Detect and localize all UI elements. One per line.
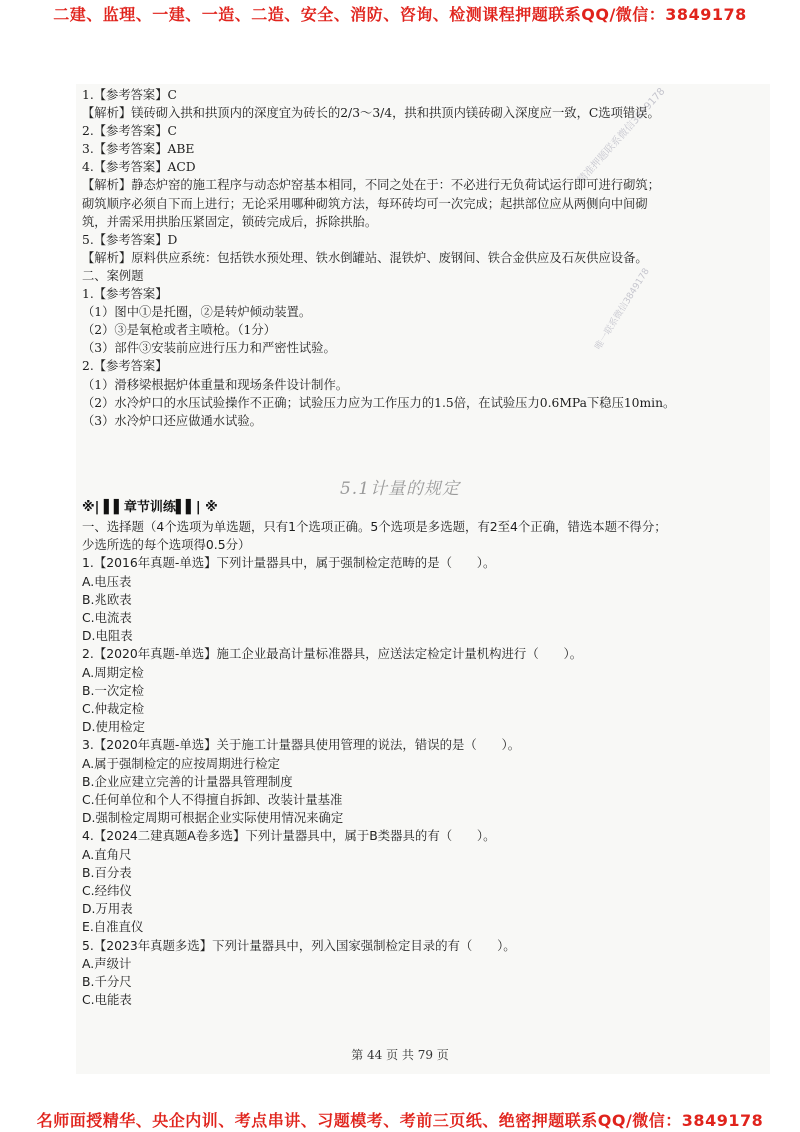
option-line: B.一次定检 <box>82 682 145 698</box>
answer-line: 【解析】静态炉窑的施工程序与动态炉窑基本相同，不同之处在于：不必进行无负荷试运行即可进行砌筑； <box>82 178 660 193</box>
question-line: 1.【2016年真题-单选】下列计量器具中，属于强制检定范畴的是（ ）。 <box>82 555 496 571</box>
option-line: C.任何单位和个人不得擅自拆卸、改装计量基准 <box>82 792 343 808</box>
question-line: 一、选择题（4个选项为单选题，只有1个选项正确。5个选项是多选题，有2至4个正确，错选本题不得分； <box>82 519 667 534</box>
option-line: A.周期定检 <box>82 664 144 680</box>
option-line: B.兆欧表 <box>82 591 132 607</box>
page-number: 第 44 页 共 79 页 <box>351 1048 449 1062</box>
option-line: E.自准直仪 <box>82 919 144 935</box>
answer-line: 5.【参考答案】D <box>82 232 178 247</box>
answer-line: 筑，并需采用拱胎压紧固定，锁砖完成后，拆除拱胎。 <box>82 214 378 229</box>
option-line: A.电压表 <box>82 573 132 589</box>
answer-line: （3）水冷炉口还应做通水试验。 <box>82 413 262 428</box>
question-line: 5.【2023年真题多选】下列计量器具中，列入国家强制检定目录的有（ ）。 <box>82 937 516 953</box>
chapter-heading: ※| ▌▌章节训练▌▌| ※ <box>82 500 218 515</box>
option-line: C.仲裁定检 <box>82 701 145 717</box>
section-title: 5.1计量的规定 <box>339 479 461 499</box>
answer-line: （2）水冷炉口的水压试验操作不正确；试验压力应为工作压力的1.5倍，在试验压力0.6MPa下稳压10min。 <box>82 395 676 410</box>
question-section <box>82 518 772 1009</box>
top-promo-banner: 二建、监理、一建、一造、二造、安全、消防、咨询、检测课程押题联系QQ/微信：3849178 <box>53 5 747 24</box>
answer-line: 2.【参考答案】C <box>82 124 177 139</box>
option-line: D.电阻表 <box>82 628 133 644</box>
option-line: D.强制检定周期可根据企业实际使用情况来确定 <box>82 810 344 826</box>
watermark-text: 唯一联系微信3849178 <box>593 266 652 352</box>
answer-line: （2）③是氧枪或者主喷枪。（1分） <box>82 323 276 338</box>
answer-line: （3）部件③安装前应进行压力和严密性试验。 <box>82 341 336 356</box>
option-line: B.百分表 <box>82 864 132 880</box>
option-line: B.千分尺 <box>82 974 132 990</box>
question-line: 4.【2024二建真题A卷多选】下列计量器具中，属于B类器具的有（ ）。 <box>82 828 496 844</box>
option-line: A.直角尺 <box>82 846 132 862</box>
answer-line: 4.【参考答案】ACD <box>82 160 196 175</box>
answer-line: （1）图中①是托圈，②是转炉倾动装置。 <box>82 305 312 320</box>
answer-line: 二、案例题 <box>82 268 144 283</box>
answer-line: 砌筑顺序必须自下而上进行；无论采用哪种砌筑方法，每环砖均可一次完成；起拱部位应从两侧向中间砌 <box>82 196 648 211</box>
answer-line: （1）滑移梁根据炉体重量和现场条件设计制作。 <box>82 377 349 392</box>
option-line: D.使用检定 <box>82 719 146 735</box>
question-line: 2.【2020年真题-单选】施工企业最高计量标准器具，应送法定检定计量机构进行（ ）。 <box>82 646 583 662</box>
option-line: D.万用表 <box>82 901 133 917</box>
answer-section <box>82 86 772 430</box>
answer-line: 1.【参考答案】 <box>82 287 168 302</box>
answer-line: 3.【参考答案】ABE <box>82 142 195 157</box>
option-line: A.声级计 <box>82 955 132 971</box>
option-line: B.企业应建立完善的计量器具管理制度 <box>82 773 293 789</box>
option-line: C.经纬仪 <box>82 883 132 899</box>
answer-line: 2.【参考答案】 <box>82 359 168 374</box>
option-line: A.属于强制检定的应按周期进行检定 <box>82 755 281 771</box>
watermark-text: 精准押题联系微信3849178 <box>575 86 668 187</box>
answer-line: 【解析】原料供应系统：包括铁水预处理、铁水倒罐站、混铁炉、废钢间、铁合金供应及石灰供应设备。 <box>82 250 648 265</box>
option-line: C.电能表 <box>82 992 132 1008</box>
answer-line: 【解析】镁砖砌入拱和拱顶内的深度宜为砖长的2/3～3/4，拱和拱顶内镁砖砌入深度应一致，C选项错误。 <box>82 106 660 121</box>
question-line: 3.【2020年真题-单选】关于施工计量器具使用管理的说法，错误的是（ ）。 <box>82 737 521 753</box>
bottom-promo-banner: 名师面授精华、央企内训、考点串讲、习题模考、考前三页纸、绝密押题联系QQ/微信：3849178 <box>36 1111 764 1130</box>
answer-line: 1.【参考答案】C <box>82 88 177 102</box>
option-line: C.电流表 <box>82 610 132 626</box>
question-line: 少选所选的每个选项得0.5分） <box>82 537 251 553</box>
